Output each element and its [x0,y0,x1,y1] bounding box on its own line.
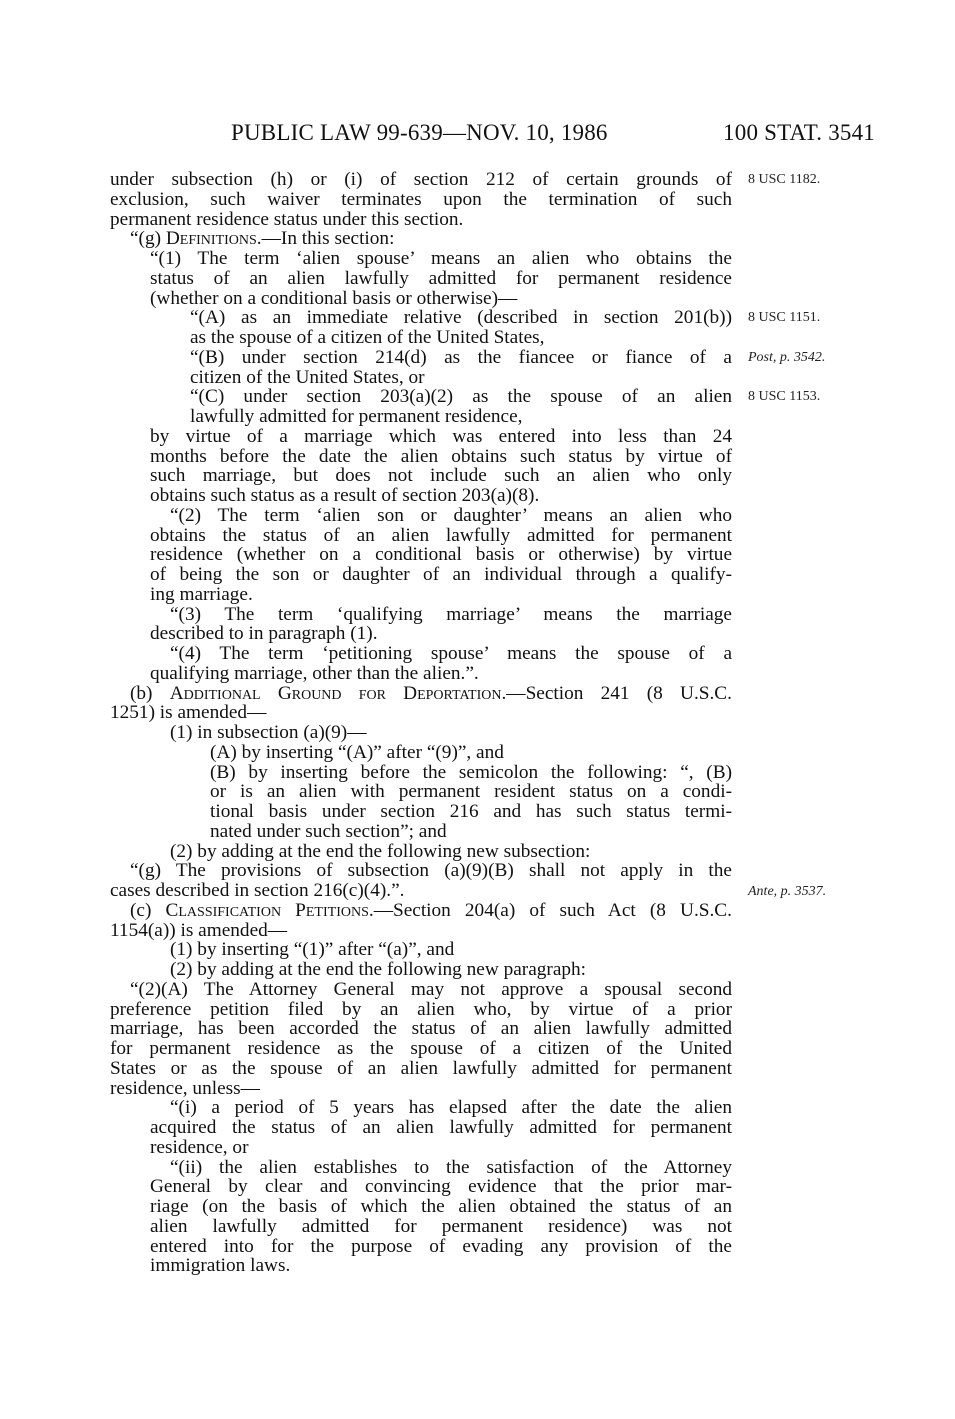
line-text: “(4) The term ‘petitioning spouse’ means the spouse of a [170,643,732,664]
text-line [110,289,732,309]
text-line [110,703,732,723]
text-line [110,861,732,881]
text-line [110,644,732,664]
line-text: described to in paragraph (1). [150,623,378,645]
line-text: “(A) as an immediate relative (described in section 201(b)) [190,307,732,329]
page-header [110,120,875,154]
line-text: 1154(a)) is amended— [110,919,288,941]
text-line [110,921,732,941]
line-text: (1) in subsection (a)(9)— [170,722,367,743]
line-text: “(g) [130,228,166,250]
line-text: (b) [130,682,170,704]
text-line [110,190,732,210]
line-text: (2) by adding at the end the following new paragraph: [170,959,587,980]
text-line [110,1098,732,1118]
text-line [110,960,732,980]
text-line [110,170,732,190]
line-text: or is an alien with permanent resident status on a condi- [210,781,732,803]
line-text: “(2) The term ‘alien son or daughter’ means an alien who [170,504,732,526]
margin-note: 8 USC 1153. [748,389,821,404]
text-line [110,210,732,230]
line-text: residence, unless— [110,1077,260,1099]
text-line [110,407,732,427]
line-text: (1) by inserting “(1)” after “(a)”, and [170,939,455,961]
text-line [110,447,732,467]
section-heading: Classification Petitions [165,899,369,921]
line-text: acquired the status of an alien lawfully admitted for permanent [150,1117,732,1138]
line-text: immigration laws. [150,1255,291,1277]
line-text: marriage, has been accorded the status of an alien lawfully admitted [110,1018,732,1040]
text-line [110,249,732,269]
line-text: entered into for the purpose of evading any provision of the [150,1235,732,1257]
text-line [110,545,732,565]
text-line [110,743,732,763]
text-line [110,1138,732,1158]
line-text: qualifying marriage, other than the alien.”. [150,662,479,684]
text-line [110,664,732,684]
body-text [110,170,732,1276]
line-text: (2) by adding at the end the following new subsection: [170,840,591,862]
text-line [110,684,732,704]
text-line [110,822,732,842]
text-line [110,723,732,743]
line-text: States or as the spouse of an alien lawfully admitted for permanent [110,1057,732,1079]
line-text: for permanent residence as the spouse of a citizen of the United [110,1038,732,1059]
line-text: .—In this section: [256,228,395,250]
line-text: alien lawfully admitted for permanent residence) was not [150,1215,732,1237]
line-text: (A) by inserting “(A)” after “(9)”, and [210,741,504,763]
line-text: ing marriage. [150,583,253,605]
line-text: “(g) The provisions of subsection (a)(9)(B) shall not apply in the [130,860,732,882]
line-text: obtains the status of an alien lawfully admitted for permanent [150,524,732,546]
stat-citation: 100 STAT. 3541 [723,120,875,145]
text-line [110,1019,732,1039]
line-text: under subsection (h) or (i) of section 212 of certain grounds of [110,169,732,190]
text-line [110,1197,732,1217]
line-text: riage (on the basis of which the alien obtained the status of an [150,1196,732,1217]
text-line [110,1039,732,1059]
line-text: of being the son or daughter of an individual through a qualify- [150,564,732,585]
text-line [110,308,732,328]
line-text: obtains such status as a result of section 203(a)(8). [150,485,540,506]
line-text: (whether on a conditional basis or otherwise)— [150,287,518,309]
margin-note: Ante, p. 3537. [748,884,827,899]
line-text: .—Section 241 (8 U.S.C. [501,682,732,704]
text-line [110,980,732,1000]
text-line [110,1079,732,1099]
line-text: “(B) under section 214(d) as the fiancee or fiance of a [190,346,732,368]
line-text: tional basis under section 216 and has such status termi- [210,801,732,822]
text-line [110,506,732,526]
text-line [110,1059,732,1079]
line-text: status of an alien lawfully admitted for permanent residence [150,267,732,289]
line-text: “(C) under section 203(a)(2) as the spouse of an alien [190,386,732,408]
text-line [110,387,732,407]
law-title: PUBLIC LAW 99-639—NOV. 10, 1986 [231,120,608,145]
text-line [110,1177,732,1197]
line-text: by virtue of a marriage which was entered into less than 24 [150,425,732,447]
text-line [110,1158,732,1178]
text-line [110,1118,732,1138]
line-text: 1251) is amended— [110,702,267,724]
line-text: citizen of the United States, or [190,366,425,388]
line-text: “(2)(A) The Attorney General may not approve a spousal second [130,978,732,1000]
text-line [110,802,732,822]
text-line [110,1237,732,1257]
line-text: General by clear and convincing evidence that the prior mar- [150,1176,732,1198]
line-text: months before the date the alien obtains such status by virtue of [150,445,732,467]
text-line [110,1256,732,1276]
text-line [110,940,732,960]
text-line [110,763,732,783]
line-text: nated under such section”; and [210,820,447,842]
text-line [110,486,732,506]
text-line [110,782,732,802]
line-text: “(i) a period of 5 years has elapsed after the date the alien [170,1097,732,1119]
line-text: permanent residence status under this section. [110,208,464,230]
text-line [110,565,732,585]
text-line [110,526,732,546]
line-text: (c) [130,899,166,921]
line-text: such marriage, but does not include such an alien who only [150,465,732,487]
text-line [110,624,732,644]
section-heading: Definitions [165,228,257,250]
text-line [110,466,732,486]
line-text: (B) by inserting before the semicolon the following: “, (B) [210,761,732,783]
margin-note: 8 USC 1182. [748,172,821,187]
line-text: residence, or [150,1136,249,1158]
text-line [110,881,732,901]
text-line [110,328,732,348]
text-line [110,605,732,625]
text-line [110,1217,732,1237]
margin-note: 8 USC 1151. [748,310,821,325]
line-text: “(3) The term ‘qualifying marriage’ means the marriage [170,603,732,625]
line-text: exclusion, such waiver terminates upon the termination of such [110,188,732,210]
line-text: “(ii) the alien establishes to the satisfaction of the Attorney [170,1156,732,1178]
text-line [110,901,732,921]
text-line [110,1000,732,1020]
line-text: residence (whether on a conditional basis or otherwise) by virtue [150,544,732,566]
line-text: as the spouse of a citizen of the United States, [190,327,545,348]
margin-note: Post, p. 3542. [748,350,826,365]
text-line [110,842,732,862]
text-line [110,368,732,388]
line-text: lawfully admitted for permanent residence, [190,406,523,427]
text-line [110,348,732,368]
section-heading: Additional Ground for Deportation [169,682,502,704]
line-text: preference petition filed by an alien who, by virtue of a prior [110,998,732,1020]
line-text: .—Section 204(a) of such Act (8 U.S.C. [368,899,732,921]
text-line [110,269,732,289]
line-text: cases described in section 216(c)(4).”. [110,880,405,901]
text-line [110,229,732,249]
text-line [110,427,732,447]
line-text: “(1) The term ‘alien spouse’ means an alien who obtains the [150,248,732,269]
text-line [110,585,732,605]
